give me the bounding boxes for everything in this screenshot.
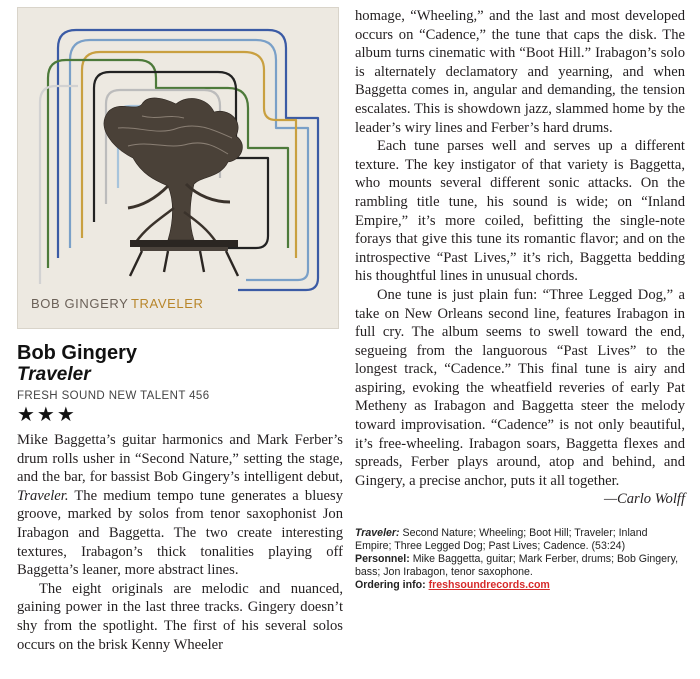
review-album-title: Traveler	[17, 364, 91, 385]
review-paragraph: One tune is just plain fun: “Three Legged Dog,” a take on New Orleans second line, features Irabagon in full cry. The album seems to swell toward the end, segueing from the languorous “Past Lives” to the longest track, “Cadence.” This final tune is airy and aspiring, evoking the wheatfield reveries of early Pat Metheny as Irabagon and Baggetta steer the melody toward improvisation. “Cadence” is not only beautiful, it’s free-wheeling. Irabagon soars, Baggetta flexes and spreads, Ferber plays around, atop and behind, and Gingery, a precise anchor, puts it all together.	[355, 286, 685, 489]
album-cover	[17, 7, 339, 329]
ordering-link[interactable]: freshsoundrecords.com	[428, 579, 550, 592]
review-paragraph: The eight originals are melodic and nuanced, gaining power in the last three tracks. Gingery doesn’t shy from the spotlight. The first of his several solos occurs on the brisk Kenny Wheeler	[17, 580, 343, 653]
cover-album-title: TRAVELER	[131, 296, 204, 311]
paragraph-text: The medium tempo tune generates a bluesy groove, marked by solos from tenor saxophonist Jon Irabagon and Baggetta. The two create interesting textures, Irabagon’s thick tonalities playing off Baggetta’s leaner, more abstract lines.	[17, 487, 343, 579]
album-title-inline: Traveler.	[17, 487, 69, 504]
cover-artwork	[18, 8, 338, 328]
review-body-right	[355, 7, 685, 490]
ordering-info-label: Ordering info:	[355, 579, 426, 592]
right-column	[355, 7, 685, 592]
record-label: FRESH SOUND NEW TALENT 456	[17, 390, 210, 402]
review-paragraph	[17, 431, 343, 580]
track-list-text: Second Nature; Wheeling; Boot Hill; Traveler; Inland Empire; Three Legged Dog; Past Lives; Cadence. (53:24)	[355, 527, 648, 553]
reviewer-signature: —Carlo Wolff	[604, 491, 685, 508]
personnel-label: Personnel:	[355, 553, 410, 566]
track-list-label: Traveler:	[355, 527, 400, 540]
cover-artist-name: BOB GINGERY	[31, 296, 129, 311]
review-artist: Bob Gingery	[17, 342, 138, 364]
track-list	[355, 527, 685, 553]
personnel-text: Mike Baggetta, guitar; Mark Ferber, drums; Bob Gingery, bass; Jon Irabagon, tenor saxophone.	[355, 553, 679, 579]
star-rating: ★★★	[17, 402, 77, 426]
review-paragraph: homage, “Wheeling,” and the last and most developed occurs on “Cadence,” the tune that caps the disk. The album turns cinematic with “Boot Hill.” Irabagon’s solo is alternately declamatory and yearning, and when Baggetta comes in, angular and demanding, the tension escalates. This is showdown jazz, slammed home by the leader’s wiry lines and Ferber’s hard drums.	[355, 8, 685, 136]
album-credits	[355, 527, 685, 592]
paragraph-text: Mike Baggetta’s guitar harmonics and Mark Ferber’s drum rolls usher in “Second Nature,” setting the stage, and the bar, for bassist Bob Gingery’s intelligent debut,	[17, 432, 343, 486]
ordering-info	[355, 579, 685, 592]
personnel	[355, 553, 685, 579]
review-body-left	[17, 431, 343, 654]
left-column	[17, 7, 343, 654]
review-paragraph: Each tune parses well and serves up a different texture. The key instigator of that variety is Baggetta, who mounts several different sonic attacks. On the rambling title tune, his sound is wide; on “Inland Empire,” it’s more coiled, befitting the single-note forays that give this tune its romantic flavor; and on the introspective “Past Lives,” it’s rich, Baggetta bedding his thoughtful lines in unusual chords.	[355, 138, 685, 285]
